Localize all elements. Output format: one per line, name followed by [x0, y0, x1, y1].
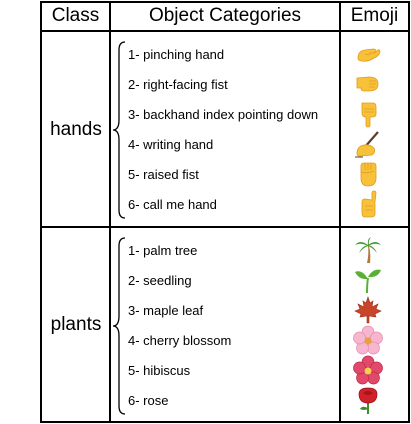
pinching-hand-icon: [352, 40, 384, 68]
item-pinching-hand: 1- pinching hand: [128, 47, 225, 62]
item-raised-fist: 5- raised fist: [128, 167, 199, 182]
table-border-right: [408, 1, 410, 423]
cherry-blossom-icon: [352, 326, 384, 354]
brace-plants: [110, 236, 130, 416]
item-call-me-hand: 6- call me hand: [128, 197, 217, 212]
item-right-facing-fist: 2- right-facing fist: [128, 77, 228, 92]
item-seedling: 2- seedling: [128, 273, 192, 288]
palm-tree-icon: [352, 236, 384, 264]
header-emoji: Emoji: [350, 5, 399, 26]
item-cherry-blossom: 4- cherry blossom: [128, 333, 232, 348]
table-border-left: [40, 1, 42, 423]
item-hibiscus: 5- hibiscus: [128, 363, 191, 378]
backhand-index-pointing-down-icon: [352, 100, 384, 128]
item-backhand-index-pointing-down: 3- backhand index pointing down: [128, 107, 319, 122]
rose-icon: [352, 386, 384, 414]
right-facing-fist-icon: [352, 70, 384, 98]
item-writing-hand: 4- writing hand: [128, 137, 214, 152]
item-palm-tree: 1- palm tree: [128, 243, 198, 258]
call-me-hand-icon: [352, 190, 384, 218]
writing-hand-icon: [352, 130, 384, 158]
header-separator: [40, 30, 410, 32]
brace-hands: [110, 40, 130, 220]
item-rose: 6- rose: [128, 393, 169, 408]
class-label-plants: plants: [50, 314, 102, 335]
header-class: Class: [51, 5, 100, 26]
header-object-categories: Object Categories: [148, 5, 302, 26]
item-maple-leaf: 3- maple leaf: [128, 303, 204, 318]
hibiscus-icon: [352, 356, 384, 384]
column-divider-emoji: [339, 1, 341, 423]
seedling-icon: [352, 266, 384, 294]
group-separator: [40, 226, 410, 228]
raised-fist-icon: [352, 160, 384, 188]
maple-leaf-icon: [352, 296, 384, 324]
table-border-bottom: [40, 421, 410, 423]
class-label-hands: hands: [50, 119, 102, 140]
